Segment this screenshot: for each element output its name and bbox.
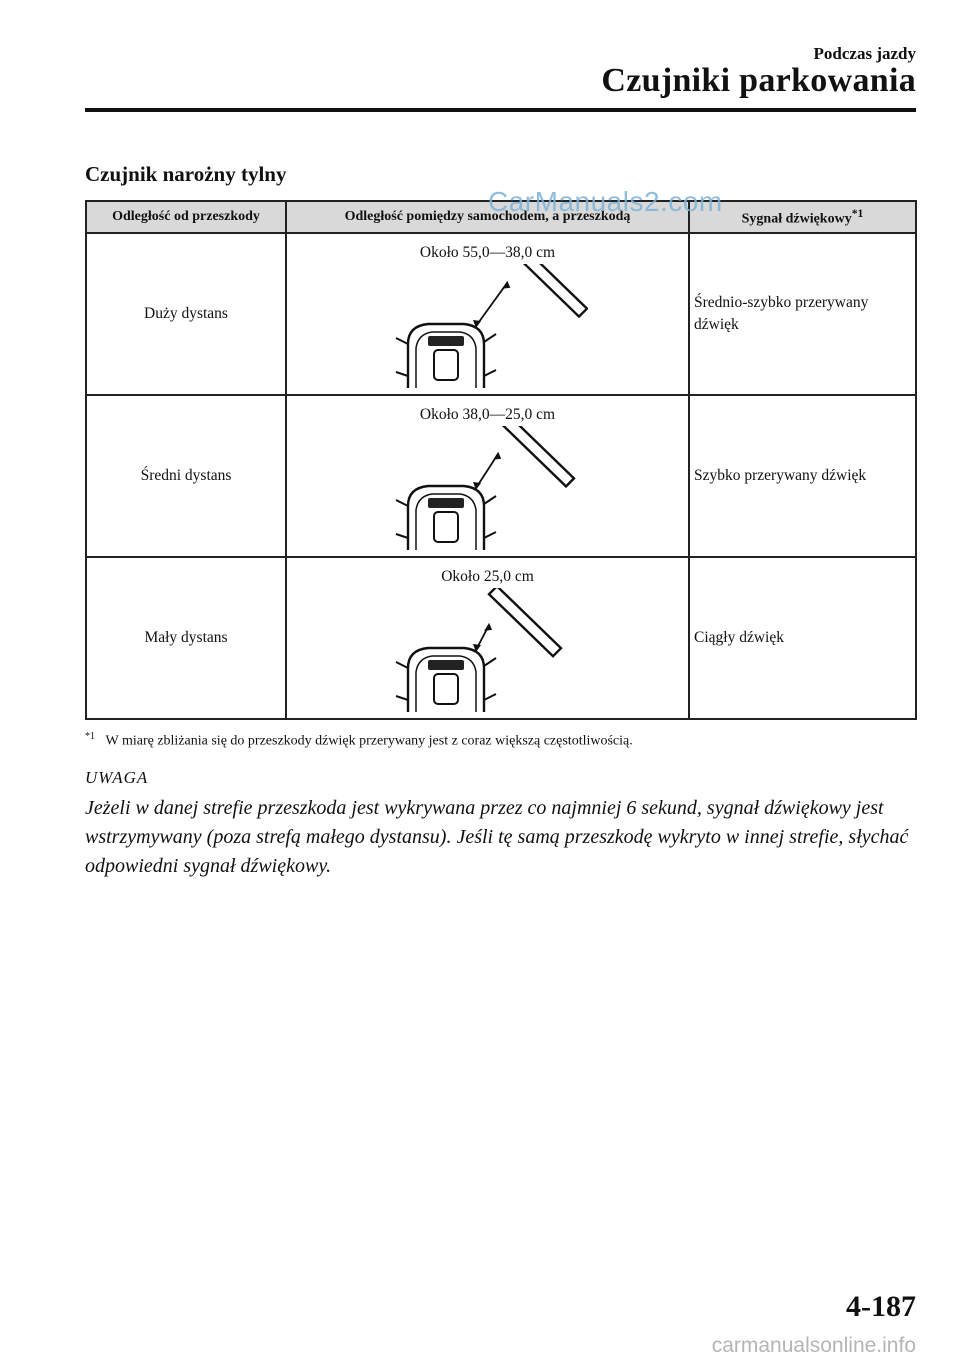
car-mirror-left	[396, 662, 408, 700]
note-body: Jeżeli w danej strefie przeszkoda jest wykrywana przez co najmniej 6 sekund, sygnał dźwiękowy jest wstrzymywany (poza strefą małego dystansu). Jeśli tę samą przeszkodę wykryto w innej strefie, słychać odpowiedni sygnał dźwiękowy.	[85, 797, 909, 877]
column-header-sound-label: Sygnał dźwiękowy	[741, 211, 852, 227]
sound-cell: Ciągły dźwięk	[689, 557, 916, 719]
section-heading: Czujnik narożny tylny	[85, 162, 287, 186]
obstacle-bar	[502, 426, 574, 486]
car-top-view-icon	[396, 324, 496, 388]
watermark-bottom: carmanualsonline.info	[711, 1334, 916, 1357]
figure-cell	[286, 395, 689, 557]
car-mirror-left	[396, 500, 408, 538]
arrow-head-top	[484, 623, 492, 631]
car-roof	[434, 674, 458, 704]
car-top-view-icon	[396, 486, 496, 550]
sound-cell: Szybko przerywany dźwięk	[689, 395, 916, 557]
range-label: Około 25,0 cm	[441, 568, 534, 585]
car-window	[428, 498, 464, 508]
arrow-head-top	[493, 452, 501, 460]
page-number: 4-187	[846, 1290, 916, 1323]
section-label: Podczas jazdy	[813, 44, 916, 63]
footnote-text: W miarę zbliżania się do przeszkody dźwięk przerywany jest z coraz większą częstotliwością.	[105, 733, 633, 749]
car-mirror-right	[484, 496, 496, 538]
car-roof	[434, 512, 458, 542]
distance-cell: Średni dystans	[86, 395, 286, 557]
range-label: Około 55,0—38,0 cm	[419, 244, 556, 261]
car-window	[428, 660, 464, 670]
column-header-sound	[689, 201, 916, 233]
watermark-carmanuals: CarManuals2.com	[488, 186, 723, 217]
column-header-gap: Odległość pomiędzy samochodem, a przeszkodą	[286, 201, 689, 233]
car-obstacle-diagram	[388, 426, 588, 552]
footnote	[85, 731, 633, 750]
table-row	[86, 557, 916, 719]
figure-cell	[286, 557, 689, 719]
car-obstacle-diagram	[388, 264, 588, 390]
note-title: UWAGA	[85, 768, 149, 787]
car-obstacle-diagram	[388, 588, 588, 714]
sound-cell: Średnio-szybko przerywany dźwięk	[689, 233, 916, 395]
car-mirror-left	[396, 338, 408, 376]
car-window	[428, 336, 464, 346]
distance-line	[476, 283, 507, 326]
column-header-distance: Odległość od przeszkody	[86, 201, 286, 233]
table-row	[86, 395, 916, 557]
header-rule	[85, 108, 916, 112]
footnote-ref: *1	[851, 206, 864, 220]
car-top-view-icon	[396, 648, 496, 712]
range-label: Około 38,0—25,0 cm	[419, 406, 556, 423]
obstacle-bar	[489, 588, 561, 656]
arrow-head-top	[502, 281, 510, 289]
obstacle-bar	[515, 264, 587, 317]
distance-cell: Duży dystans	[86, 233, 286, 395]
car-mirror-right	[484, 658, 496, 700]
footnote-mark: *1	[85, 731, 95, 742]
distance-cell: Mały dystans	[86, 557, 286, 719]
car-mirror-right	[484, 334, 496, 376]
chapter-title: Czujniki parkowania	[601, 62, 916, 99]
sensor-distance-table	[85, 200, 917, 720]
figure-cell	[286, 233, 689, 395]
table-row	[86, 233, 916, 395]
car-roof	[434, 350, 458, 380]
